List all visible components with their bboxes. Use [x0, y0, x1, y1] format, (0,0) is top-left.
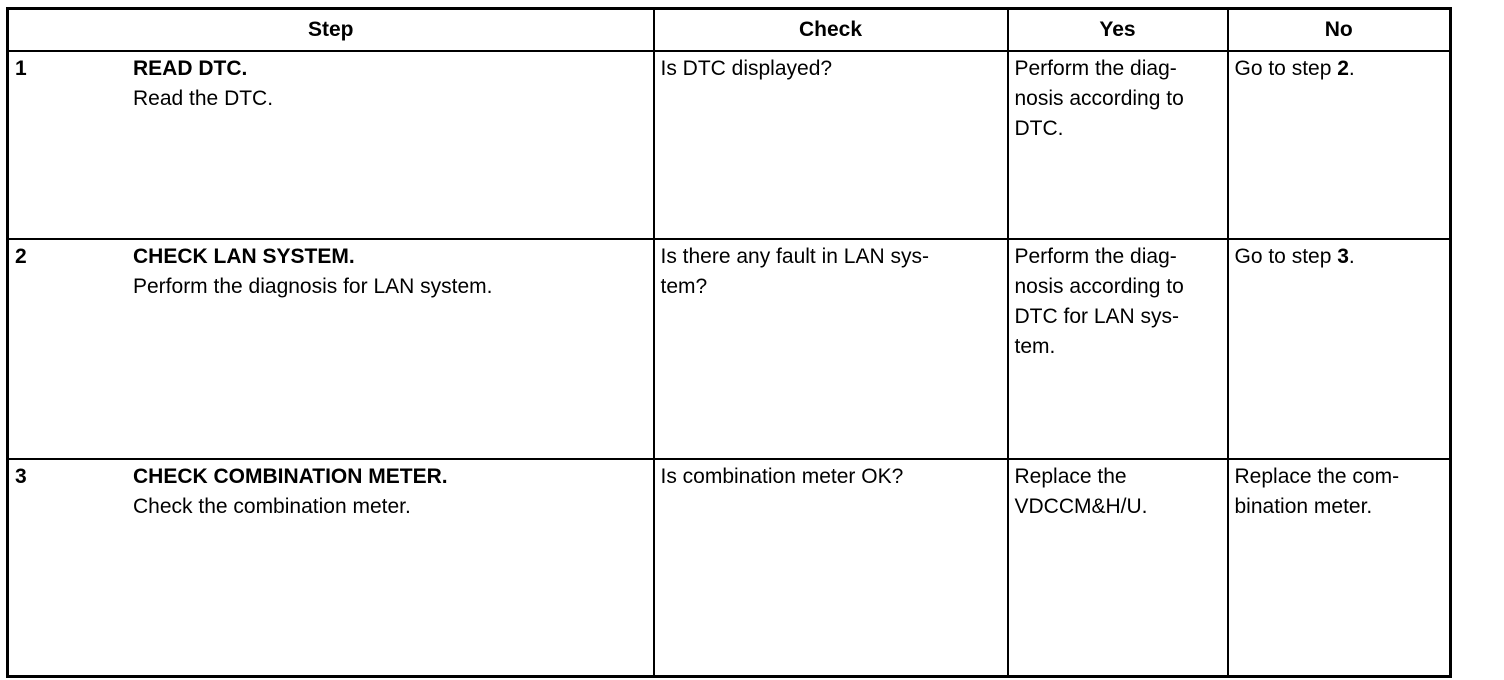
yes-cell: Perform the diag- nosis according to DTC.: [1008, 51, 1228, 239]
header-no: No: [1228, 9, 1451, 52]
step-number: 2: [15, 245, 27, 268]
step-cell: [8, 51, 654, 239]
check-cell: Is DTC displayed?: [654, 51, 1008, 239]
step-description: Check the combination meter.: [133, 495, 411, 518]
header-yes: Yes: [1008, 9, 1228, 52]
no-suffix: .: [1348, 245, 1355, 268]
step-number: 1: [15, 57, 27, 80]
table-row: [8, 239, 1451, 459]
step-body: [133, 462, 647, 522]
step-title: READ DTC.: [133, 57, 248, 80]
no-cell: Replace the com- bination meter.: [1228, 459, 1451, 677]
diagnostic-table: [6, 7, 1452, 678]
no-cell: [1228, 239, 1451, 459]
step-number: 3: [15, 465, 27, 488]
step-body: [133, 54, 647, 114]
yes-cell: Replace the VDCCM&H/U.: [1008, 459, 1228, 677]
no-suffix: .: [1348, 57, 1355, 80]
table-row: [8, 51, 1451, 239]
step-body: [133, 242, 647, 302]
step-description: Read the DTC.: [133, 87, 274, 110]
step-reference: 2: [1337, 57, 1349, 80]
no-cell: [1228, 51, 1451, 239]
step-cell: [8, 239, 654, 459]
table-header-row: [8, 9, 1451, 52]
step-cell: [8, 459, 654, 677]
step-title: CHECK COMBINATION METER.: [133, 465, 448, 488]
table-row: [8, 459, 1451, 677]
check-cell: Is there any fault in LAN sys- tem?: [654, 239, 1008, 459]
yes-cell: Perform the diag- nosis according to DTC for LAN sys- tem.: [1008, 239, 1228, 459]
step-description: Perform the diagnosis for LAN system.: [133, 275, 493, 298]
check-cell: Is combination meter OK?: [654, 459, 1008, 677]
no-prefix: Go to step: [1234, 57, 1338, 80]
step-title: CHECK LAN SYSTEM.: [133, 245, 355, 268]
header-check: Check: [654, 9, 1008, 52]
step-reference: 3: [1337, 245, 1349, 268]
header-step: Step: [8, 9, 654, 52]
no-prefix: Go to step: [1234, 245, 1338, 268]
